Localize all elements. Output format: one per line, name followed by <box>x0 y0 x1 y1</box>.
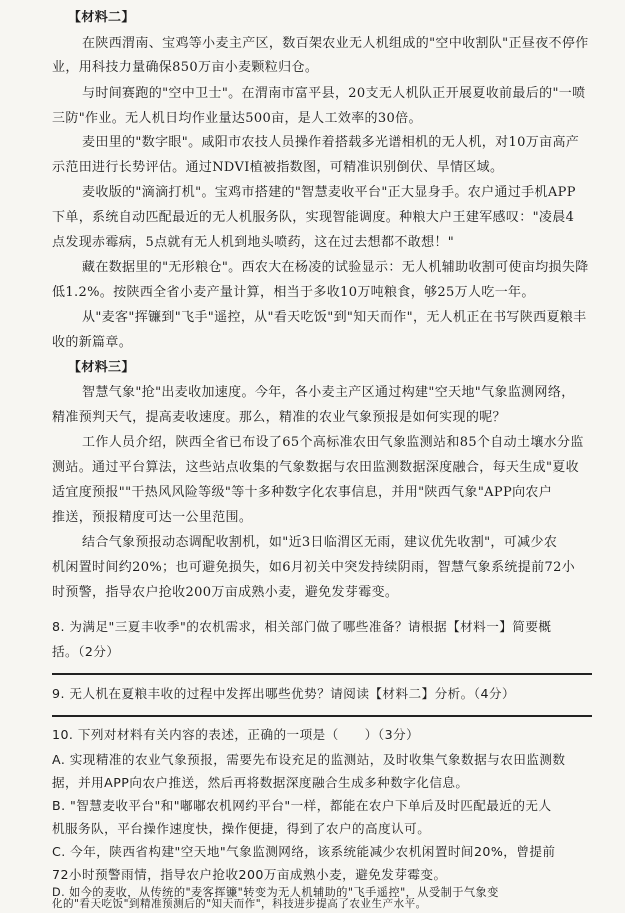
option-d-cont: 化的"看天吃饭"到精准预测后的"知天而作"，科技进步提高了农业生产水平。 <box>52 898 427 910</box>
material2-line: 点发现赤霉病，5点就有无人机到地头喷药，这在过去想都不敢想！" <box>52 235 455 250</box>
material3-line: 机闲置时间约20%；也可避免损失，如6月初关中突发持续阴雨，智慧气象系统提前72小 <box>52 560 576 575</box>
material2-line: 下单，系统自动匹配最近的无人机服务队，实现智能调度。种粮大户王建军感叹："凌晨4 <box>52 210 575 225</box>
material2-line: 示范田进行长势评估。通过NDVI植被指数图，可精准识别倒伏、旱情区域。 <box>52 160 504 175</box>
material3-line: 结合气象预报动态调配收割机，如"近3日临渭区无雨，建议优先收割"，可减少农 <box>82 535 558 550</box>
option-a-cont: 据，并用APP向农户推送，然后再将数据深度融合生成多种数字化信息。 <box>52 775 469 790</box>
material3-line: 工作人员介绍，陕西全省已布设了65个高标准农田气象监测站和85个自动土壤水分监 <box>82 435 584 450</box>
option-b-cont: 机服务队，平台操作速度快，操作便捷，得到了农户的高度认可。 <box>52 821 431 836</box>
question-8-cont: 括。（2分） <box>52 644 120 659</box>
question-8: 8. 为满足"三夏丰收季"的农机需求，相关部门做了哪些准备？请根据【材料一】简要概 <box>52 619 552 634</box>
material2-line: 与时间赛跑的"空中卫士"。在渭南市富平县，20支无人机队正开展夏收前最后的"一喷 <box>82 86 586 101</box>
material2-line: 在陕西渭南、宝鸡等小麦主产区，数百架农业无人机组成的"空中收割队"正昼夜不停作 <box>82 36 589 51</box>
material3-line: 时预警，指导农户抢收200万亩成熟小麦，避免发芽霉变。 <box>52 585 399 600</box>
material2-line: 从"麦客"挥镰到"飞手"遥控，从"看天吃饭"到"知天而作"，无人机正在书写陕西夏粮丰 <box>82 310 587 325</box>
option-b: B. "智慧麦收平台"和"嘟嘟农机网约平台"一样，都能在农户下单后及时匹配最近的无人 <box>52 798 552 813</box>
material2-line: 藏在数据里的"无形粮仓"。西农大在杨凌的试验显示：无人机辅助收割可使亩均损失降 <box>82 260 589 275</box>
option-d: D. 如今的麦收，从传统的"麦客挥镰"转变为无人机辅助的"飞手遥控"，从受制于气象变 <box>52 886 499 899</box>
material3-line: 测站。通过平台算法，这些站点收集的气象数据与农田监测数据深度融合，每天生成"夏收 <box>52 460 579 475</box>
material2-line: 麦收版的"滴滴打机"。宝鸡市搭建的"智慧麦收平台"正大显身手。农户通过手机APP <box>82 185 576 200</box>
material3-line: 精准预判天气，提高麦收速度。那么，精准的农业气象预报是如何实现的呢？ <box>52 410 506 425</box>
material3-line: 适宜度预报""干热风风险等级"等十多种数字化农事信息，并用"陕西气象"APP向农户 <box>52 485 553 500</box>
question-10-stem: 10. 下列对材料有关内容的表述，正确的一项是（ ）（3分） <box>52 727 420 742</box>
material2-line: 收的新篇章。 <box>52 335 133 350</box>
question-9: 9. 无人机在夏粮丰收的过程中发挥出哪些优势？请阅读【材料二】分析。（4分） <box>52 686 516 701</box>
material2-line: 低1.2%。按陕西全省小麦产量计算，相当于多收10万吨粮食，够25万人吃一年。 <box>52 285 535 300</box>
material2-line: 麦田里的"数字眼"。咸阳市农技人员操作着搭载多光谱相机的无人机，对10万亩高产 <box>82 135 580 150</box>
answer-line <box>52 673 592 675</box>
option-c: C. 今年，陕西省构建"空天地"气象监测网络，该系统能减少农机闲置时间20%，曾提前 <box>52 844 556 859</box>
material3-line: 智慧气象"抢"出麦收加速度。今年，各小麦主产区通过构建"空天地"气象监测网络， <box>82 385 575 400</box>
material2-line: 三防"作业。无人机日均作业量达500亩，是人工效率的30倍。 <box>52 111 422 126</box>
answer-line <box>52 715 592 717</box>
material3-line: 推送，预报精度可达一公里范围。 <box>52 510 253 525</box>
material2-heading: 【材料二】 <box>68 10 135 25</box>
material2-line: 业，用科技力量确保850万亩小麦颗粒归仓。 <box>52 60 319 75</box>
option-a: A. 实现精准的农业气象预报，需要先布设充足的监测站，及时收集气象数据与农田监测数 <box>52 752 566 767</box>
option-c-cont: 72小时预警雨情，指导农户抢收200万亩成熟小麦，避免发芽霉变。 <box>52 867 447 882</box>
material3-heading: 【材料三】 <box>68 360 135 375</box>
